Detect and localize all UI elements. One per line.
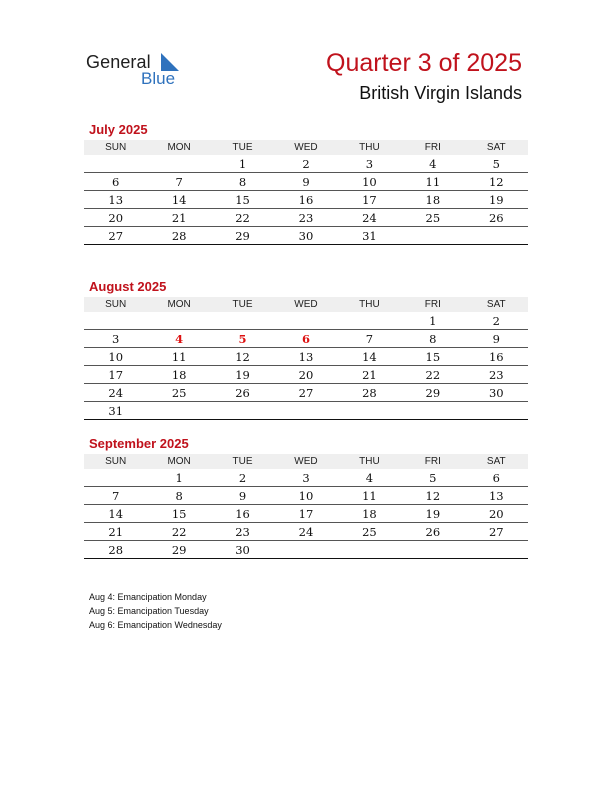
day-cell: 11 bbox=[401, 173, 464, 191]
day-cell: 29 bbox=[211, 227, 274, 245]
day-cell: 25 bbox=[147, 384, 210, 402]
week-row bbox=[84, 155, 528, 173]
month-grid bbox=[84, 297, 528, 420]
day-cell: 19 bbox=[465, 191, 528, 209]
holiday-notes bbox=[89, 590, 222, 632]
day-cell: 20 bbox=[465, 505, 528, 523]
day-cell: 12 bbox=[465, 173, 528, 191]
day-cell: 28 bbox=[338, 384, 401, 402]
holiday-note: Aug 6: Emancipation Wednesday bbox=[89, 620, 222, 630]
day-cell: 10 bbox=[338, 173, 401, 191]
weekday-header: THU bbox=[338, 297, 401, 312]
day-cell: 24 bbox=[274, 523, 337, 541]
day-cell: 27 bbox=[84, 227, 147, 245]
week-row bbox=[84, 227, 528, 245]
day-cell: 18 bbox=[338, 505, 401, 523]
day-cell: 3 bbox=[338, 155, 401, 173]
day-cell: 9 bbox=[465, 330, 528, 348]
month-title: September 2025 bbox=[89, 436, 189, 451]
weekday-header: MON bbox=[147, 140, 210, 155]
day-cell: 18 bbox=[147, 366, 210, 384]
day-cell: 30 bbox=[465, 384, 528, 402]
weekday-header: FRI bbox=[401, 140, 464, 155]
weekday-header: TUE bbox=[211, 140, 274, 155]
day-cell bbox=[84, 312, 147, 330]
day-cell: 12 bbox=[211, 348, 274, 366]
day-cell: 26 bbox=[465, 209, 528, 227]
day-cell: 2 bbox=[274, 155, 337, 173]
day-cell: 27 bbox=[274, 384, 337, 402]
weekday-header: SUN bbox=[84, 454, 147, 469]
day-cell: 1 bbox=[401, 312, 464, 330]
day-cell: 29 bbox=[401, 384, 464, 402]
day-cell: 1 bbox=[211, 155, 274, 173]
day-cell: 5 bbox=[211, 330, 274, 348]
week-row bbox=[84, 402, 528, 420]
weekday-header: SAT bbox=[465, 454, 528, 469]
weekday-header: WED bbox=[274, 140, 337, 155]
day-cell: 22 bbox=[401, 366, 464, 384]
weekday-header: MON bbox=[147, 297, 210, 312]
day-cell: 12 bbox=[401, 487, 464, 505]
day-cell: 9 bbox=[211, 487, 274, 505]
day-cell: 19 bbox=[211, 366, 274, 384]
day-cell: 23 bbox=[274, 209, 337, 227]
month-grid bbox=[84, 140, 528, 245]
month-title: August 2025 bbox=[89, 279, 167, 294]
day-cell bbox=[84, 155, 147, 173]
day-cell: 20 bbox=[84, 209, 147, 227]
day-cell: 31 bbox=[338, 227, 401, 245]
day-cell: 22 bbox=[211, 209, 274, 227]
page-subtitle: British Virgin Islands bbox=[359, 83, 522, 103]
day-cell: 23 bbox=[211, 523, 274, 541]
week-row bbox=[84, 541, 528, 559]
month-title: July 2025 bbox=[89, 122, 148, 137]
day-cell: 17 bbox=[84, 366, 147, 384]
day-cell: 2 bbox=[465, 312, 528, 330]
day-cell: 7 bbox=[338, 330, 401, 348]
day-cell: 13 bbox=[274, 348, 337, 366]
holiday-note: Aug 5: Emancipation Tuesday bbox=[89, 606, 209, 616]
logo bbox=[86, 50, 196, 90]
day-cell: 23 bbox=[465, 366, 528, 384]
weekday-header: SAT bbox=[465, 140, 528, 155]
day-cell: 4 bbox=[401, 155, 464, 173]
day-cell: 24 bbox=[84, 384, 147, 402]
weekday-header: MON bbox=[147, 454, 210, 469]
day-cell: 30 bbox=[274, 227, 337, 245]
day-cell: 14 bbox=[84, 505, 147, 523]
day-cell: 15 bbox=[211, 191, 274, 209]
day-cell: 25 bbox=[338, 523, 401, 541]
day-cell: 18 bbox=[401, 191, 464, 209]
day-cell: 2 bbox=[211, 469, 274, 487]
day-cell: 5 bbox=[401, 469, 464, 487]
month-grid bbox=[84, 454, 528, 559]
day-cell: 17 bbox=[338, 191, 401, 209]
week-row bbox=[84, 469, 528, 487]
day-cell: 8 bbox=[401, 330, 464, 348]
day-cell: 16 bbox=[211, 505, 274, 523]
day-cell: 27 bbox=[465, 523, 528, 541]
day-cell: 14 bbox=[338, 348, 401, 366]
day-cell: 10 bbox=[274, 487, 337, 505]
day-cell: 29 bbox=[147, 541, 210, 559]
day-cell: 5 bbox=[465, 155, 528, 173]
week-row bbox=[84, 366, 528, 384]
weekday-header: TUE bbox=[211, 297, 274, 312]
day-cell: 20 bbox=[274, 366, 337, 384]
day-cell: 3 bbox=[274, 469, 337, 487]
day-cell bbox=[401, 227, 464, 245]
day-cell: 6 bbox=[465, 469, 528, 487]
week-row bbox=[84, 348, 528, 366]
day-cell: 28 bbox=[84, 541, 147, 559]
day-cell bbox=[211, 402, 274, 420]
day-cell bbox=[147, 402, 210, 420]
day-cell bbox=[274, 541, 337, 559]
day-cell: 7 bbox=[147, 173, 210, 191]
logo-blue-text: Blue bbox=[141, 69, 176, 88]
day-cell: 25 bbox=[401, 209, 464, 227]
day-cell: 16 bbox=[465, 348, 528, 366]
day-cell: 21 bbox=[338, 366, 401, 384]
day-cell bbox=[465, 227, 528, 245]
logo-general-text: General bbox=[86, 52, 151, 72]
week-row bbox=[84, 523, 528, 541]
day-cell bbox=[274, 402, 337, 420]
month-calendar bbox=[84, 122, 528, 245]
day-cell bbox=[401, 402, 464, 420]
month-calendar bbox=[84, 436, 528, 559]
day-cell: 13 bbox=[465, 487, 528, 505]
day-cell: 11 bbox=[338, 487, 401, 505]
day-cell: 24 bbox=[338, 209, 401, 227]
month-calendar bbox=[84, 279, 528, 420]
day-cell bbox=[401, 541, 464, 559]
day-cell: 30 bbox=[211, 541, 274, 559]
day-cell: 21 bbox=[147, 209, 210, 227]
day-cell bbox=[338, 541, 401, 559]
day-cell bbox=[338, 402, 401, 420]
day-cell: 13 bbox=[84, 191, 147, 209]
day-cell: 6 bbox=[84, 173, 147, 191]
day-cell: 11 bbox=[147, 348, 210, 366]
weekday-header: SUN bbox=[84, 140, 147, 155]
day-cell: 31 bbox=[84, 402, 147, 420]
day-cell: 8 bbox=[147, 487, 210, 505]
day-cell: 22 bbox=[147, 523, 210, 541]
day-cell: 19 bbox=[401, 505, 464, 523]
day-cell: 15 bbox=[147, 505, 210, 523]
day-cell bbox=[465, 402, 528, 420]
weekday-header: THU bbox=[338, 140, 401, 155]
day-cell: 14 bbox=[147, 191, 210, 209]
weekday-header: SUN bbox=[84, 297, 147, 312]
day-cell: 26 bbox=[211, 384, 274, 402]
day-cell: 28 bbox=[147, 227, 210, 245]
week-row bbox=[84, 173, 528, 191]
day-cell bbox=[147, 155, 210, 173]
day-cell: 1 bbox=[147, 469, 210, 487]
weekday-header: WED bbox=[274, 297, 337, 312]
week-row bbox=[84, 330, 528, 348]
day-cell bbox=[465, 541, 528, 559]
weekday-header: TUE bbox=[211, 454, 274, 469]
weekday-header: FRI bbox=[401, 454, 464, 469]
day-cell bbox=[338, 312, 401, 330]
day-cell bbox=[84, 469, 147, 487]
day-cell: 26 bbox=[401, 523, 464, 541]
day-cell: 4 bbox=[338, 469, 401, 487]
day-cell bbox=[211, 312, 274, 330]
day-cell: 21 bbox=[84, 523, 147, 541]
week-row bbox=[84, 505, 528, 523]
week-row bbox=[84, 312, 528, 330]
day-cell: 7 bbox=[84, 487, 147, 505]
day-cell bbox=[274, 312, 337, 330]
page-title: Quarter 3 of 2025 bbox=[326, 49, 522, 77]
day-cell: 3 bbox=[84, 330, 147, 348]
weekday-header: FRI bbox=[401, 297, 464, 312]
day-cell bbox=[147, 312, 210, 330]
day-cell: 8 bbox=[211, 173, 274, 191]
week-row bbox=[84, 384, 528, 402]
week-row bbox=[84, 209, 528, 227]
day-cell: 6 bbox=[274, 330, 337, 348]
day-cell: 9 bbox=[274, 173, 337, 191]
weekday-header: SAT bbox=[465, 297, 528, 312]
day-cell: 10 bbox=[84, 348, 147, 366]
holiday-note: Aug 4: Emancipation Monday bbox=[89, 592, 207, 602]
day-cell: 4 bbox=[147, 330, 210, 348]
day-cell: 17 bbox=[274, 505, 337, 523]
weekday-header: WED bbox=[274, 454, 337, 469]
week-row bbox=[84, 191, 528, 209]
day-cell: 16 bbox=[274, 191, 337, 209]
weekday-header: THU bbox=[338, 454, 401, 469]
week-row bbox=[84, 487, 528, 505]
day-cell: 15 bbox=[401, 348, 464, 366]
